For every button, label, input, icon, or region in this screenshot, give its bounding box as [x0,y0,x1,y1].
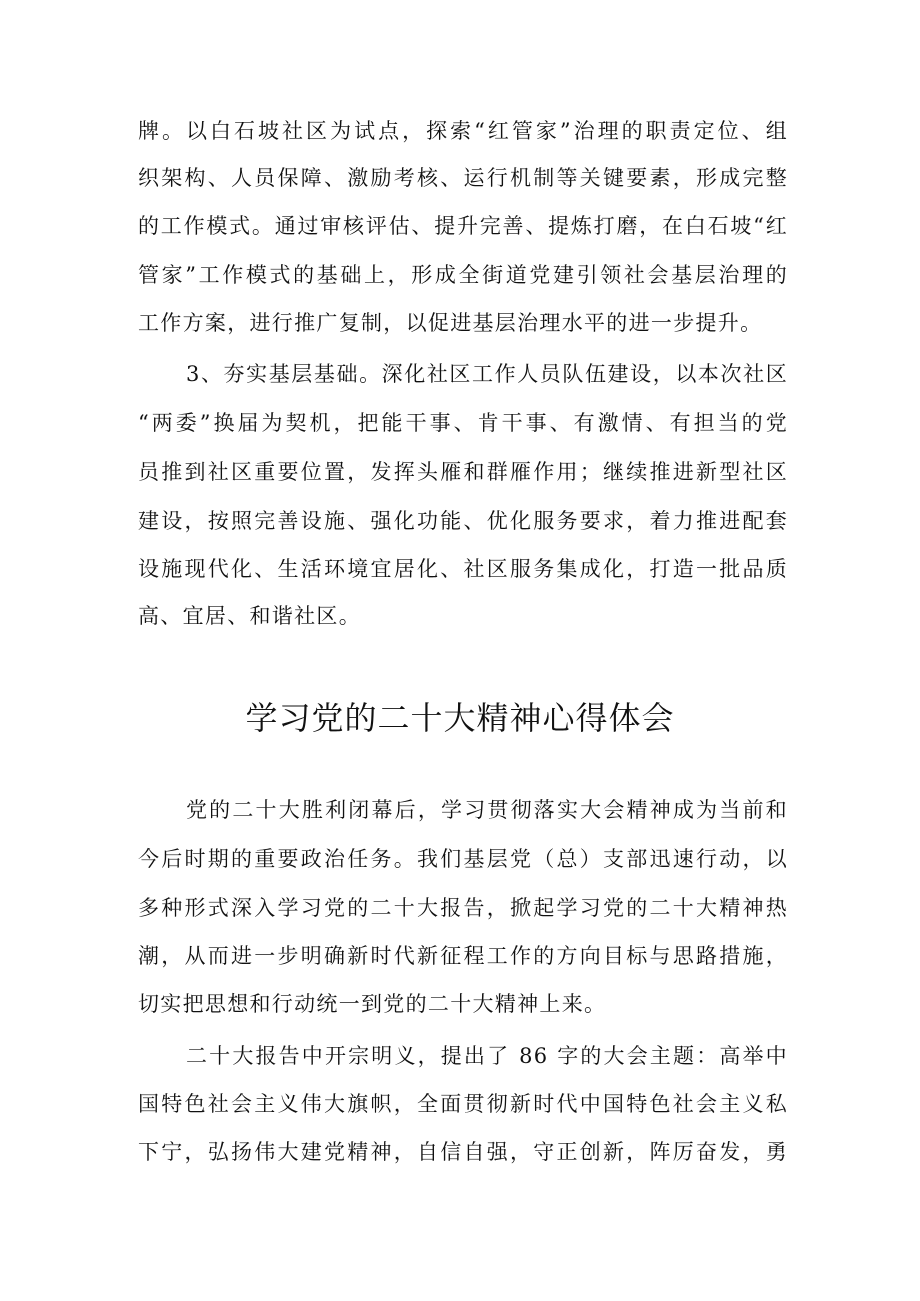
text-line: 工作方案，进行推广复制，以促进基层治理水平的进一步提升。 [138,311,763,335]
text-line: 党的二十大胜利闭幕后，学习贯彻落实大会精神成为当前和 [186,798,788,822]
document-title: 学习党的二十大精神心得体会 [245,699,675,737]
text-line: 的工作模式。通过审核评估、提升完善、提炼打磨，在白石坡“红 [138,214,788,238]
text-line: 设施现代化、生活环境宜居化、社区服务集成化，打造一批品质 [138,557,788,581]
text-line: “两委”换届为契机，把能干事、肯干事、有激情、有担当的党 [138,411,788,435]
text-line: 潮，从而进一步明确新时代新征程工作的方向目标与思路措施， [138,944,788,968]
text-line: 3、夯实基层基础。深化社区工作人员队伍建设，以本次社区 [186,362,788,386]
text-line: 切实把思想和行动统一到党的二十大精神上来。 [138,992,607,1016]
text-line: 下宁，弘扬伟大建党精神，自信自强，守正创新，阵厉奋发，勇 [138,1140,788,1164]
text-line: 今后时期的重要政治任务。我们基层党（总）支部迅速行动，以 [138,847,788,871]
text-line: 国特色社会主义伟大旗帜，全面贯彻新时代中国特色社会主义私 [138,1092,788,1116]
text-line: 管家”工作模式的基础上，形成全街道党建引领社会基层治理的 [138,263,788,287]
text-line: 织架构、人员保障、激励考核、运行机制等关键要素，形成完整 [138,166,788,190]
text-line: 二十大报告中开宗明义，提出了 86 字的大会主题：高举中 [186,1044,788,1068]
text-line: 员推到社区重要位置，发挥头雁和群雁作用；继续推进新型社区 [138,460,788,484]
text-line: 高、宜居、和谐社区。 [138,604,361,628]
text-line: 多种形式深入学习党的二十大报告，掀起学习党的二十大精神热 [138,896,788,920]
text-line: 牌。以白石坡社区为试点，探索“红管家”治理的职责定位、组 [138,119,788,143]
text-line: 建设，按照完善设施、强化功能、优化服务要求，着力推进配套 [138,509,788,533]
